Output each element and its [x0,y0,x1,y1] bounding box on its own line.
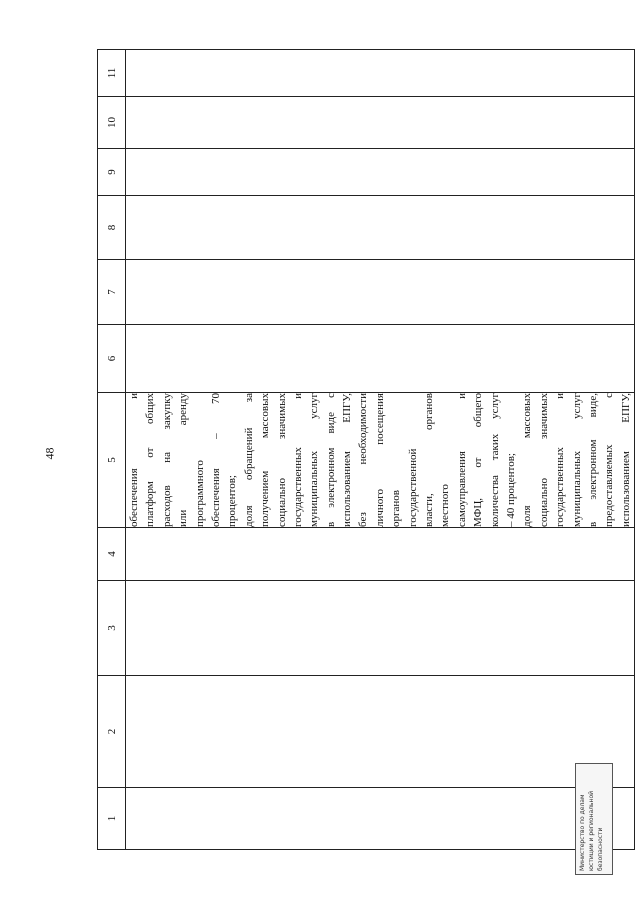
col-header-6: 6 [98,325,126,393]
text-line: количества таких услуг [488,393,501,527]
text-line: процентов; [226,475,239,527]
table-row [126,50,635,850]
text-line: социально значимых [275,393,288,527]
text-line: использованием ЕПГУ, [341,393,354,527]
text-line: использованием ЕПГУ, [619,393,632,527]
col-header-8: 8 [98,196,126,260]
cell-col-4 [126,528,635,581]
header-row [98,50,126,850]
text-line: получением массовых [259,393,272,527]
text-line: личного посещения [373,393,386,527]
col-header-1: 1 [98,788,126,850]
text-line: государственных и [554,393,567,527]
cell-col-6 [126,325,635,393]
text-line: – 40 процентов; [504,453,517,527]
col-header-5: 5 [98,393,126,528]
stamp-text-block [576,764,612,874]
cell-col-3 [126,581,635,676]
col-header-9: 9 [98,149,126,196]
cell-col-1 [126,788,635,850]
text-line: власти, органов [423,393,436,527]
col-header-11: 11 [98,50,126,97]
text-line: доля массовых [521,393,534,527]
stamp-line: юстиции и региональной [588,790,595,871]
text-line: платформ от общих [144,393,157,527]
text-line: обеспечения и [128,393,140,527]
cell-col-10 [126,97,635,149]
cell-col-7 [126,260,635,325]
col-header-2: 2 [98,676,126,788]
cell-col-8 [126,196,635,260]
text-line: расходов на закупку [160,393,173,527]
registration-stamp [575,763,613,875]
text-line: или аренду [177,393,190,527]
text-line: предоставляемых с [603,393,616,527]
col-header-3: 3 [98,581,126,676]
page-number: 48 [42,447,57,460]
stamp-line: Министерство по делам [579,794,586,871]
text-line: государственной [406,448,419,527]
stamp-line: безопасности [597,827,604,871]
col-header-10: 10 [98,97,126,149]
text-line: государственных и [291,393,304,527]
cell-col-2 [126,676,635,788]
col-header-7: 7 [98,260,126,325]
text-line: муниципальных услуг [570,393,583,527]
text-line: программного [193,460,206,527]
text-line: социально значимых [537,393,550,527]
col-header-4: 4 [98,528,126,581]
text-line: органов [390,490,403,527]
text-line: самоуправления и [455,393,468,527]
document-table [97,49,635,850]
text-line: в электронном виде с [324,393,337,527]
text-line: МФЦ, от общего [472,393,485,527]
cell-col-11 [126,50,635,97]
text-line: в электронном виде, [586,393,599,527]
text-line: местного [439,484,452,527]
text-line: муниципальных услуг [308,393,321,527]
text-line: доля обращений за [242,393,255,527]
text-line: обеспечения – 70 [209,393,222,527]
cell-col-9 [126,149,635,196]
cell-col-5-text [126,393,635,528]
text-line: без необходимости [357,393,370,527]
